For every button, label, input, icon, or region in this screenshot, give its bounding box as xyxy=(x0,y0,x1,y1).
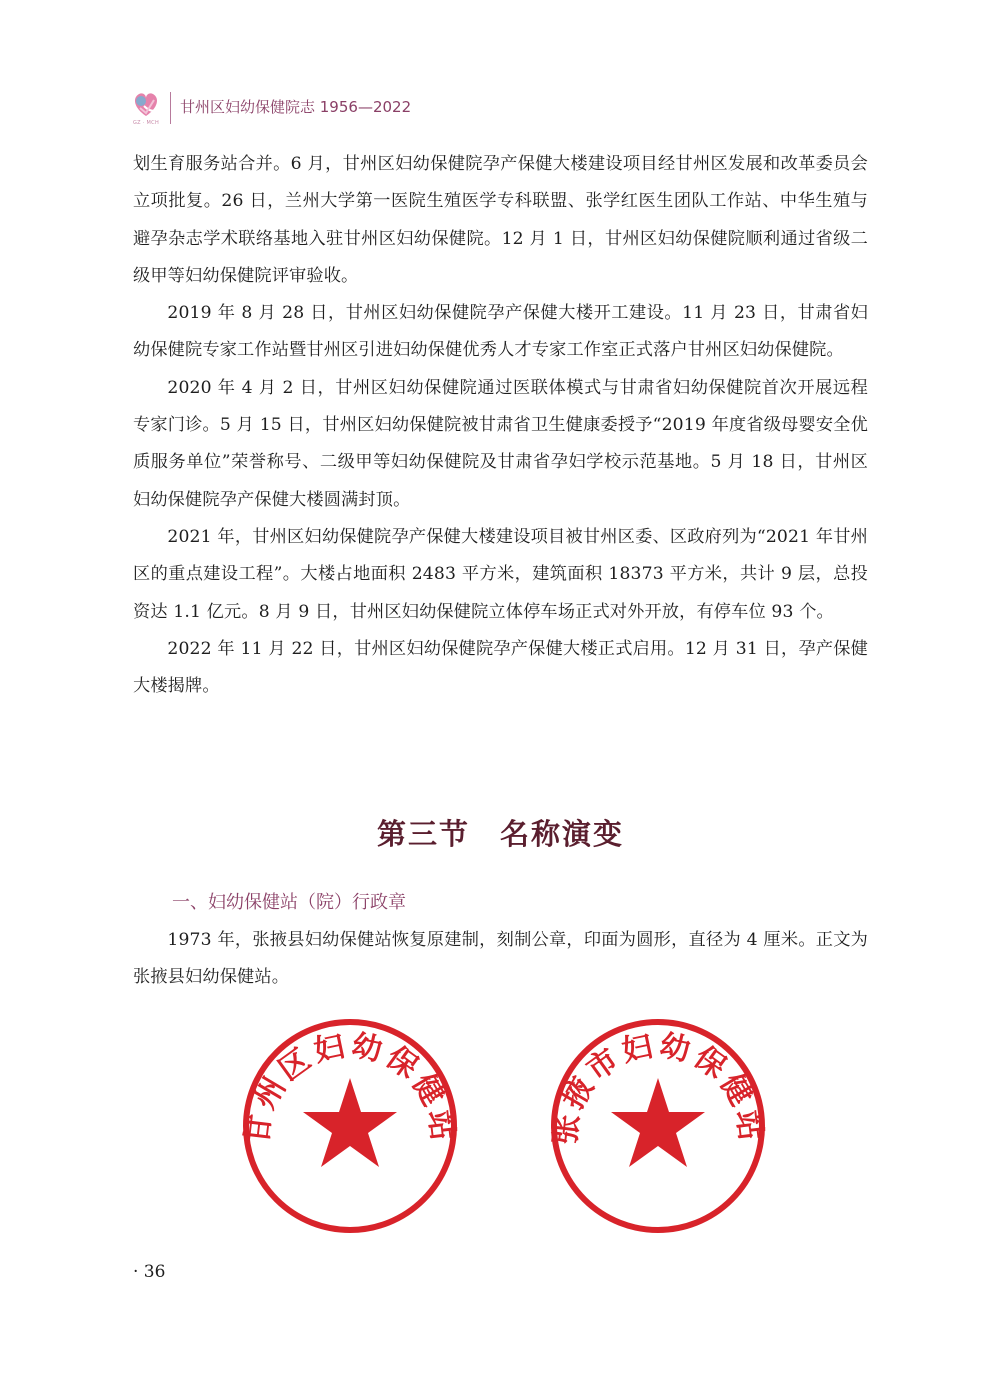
subsection-text xyxy=(133,922,868,997)
header-divider xyxy=(170,92,171,124)
seal-2-text: 张掖市妇幼保健站 xyxy=(548,1028,768,1147)
paragraph-3: 2020 年 4 月 2 日，甘州区妇幼保健院通过医联体模式与甘肃省妇幼保健院首次开展远程专家门诊。5 月 15 日，甘州区妇幼保健院被甘肃省卫生健康委授予“2019 年度省级母婴安全优质服务单位”荣誉称号、二级甲等妇幼保健院及甘肃省孕妇学校示范基地。5 月 18 日，甘州区妇幼保健院孕产保健大楼圆满封顶。 xyxy=(133,377,868,510)
seal-zhangye-image xyxy=(548,1016,768,1236)
book-title: 甘州区妇幼保健院志 1956—2022 xyxy=(180,98,412,116)
paragraph-4: 2021 年，甘州区妇幼保健院孕产保健大楼建设项目被甘州区委、区政府列为“2021 年甘州区的重点建设工程”。大楼占地面积 2483 平方米，建筑面积 18373 平方米，共计 9 层，总投资达 1.1 亿元。8 月 9 日，甘州区妇幼保健院立体停车场正式对外开放，有停车位 93 个。 xyxy=(133,526,868,622)
logo-text: GZ · MCH xyxy=(132,120,160,126)
paragraph-2: 2019 年 8 月 28 日，甘州区妇幼保健院孕产保健大楼开工建设。11 月 23 日，甘肃省妇幼保健院专家工作站暨甘州区引进妇幼保健优秀人才专家工作室正式落户甘州区妇幼保健院。 xyxy=(133,303,868,361)
section-number: 第三节 xyxy=(376,817,470,851)
paragraph-5: 2022 年 11 月 22 日，甘州区妇幼保健院孕产保健大楼正式启用。12 月 31 日，孕产保健大楼揭牌。 xyxy=(133,638,868,697)
page-header xyxy=(130,86,530,130)
paragraph-1: 划生育服务站合并。6 月，甘州区妇幼保健院孕产保健大楼建设项目经甘州区发展和改革委员会立项批复。26 日，兰州大学第一医院生殖医学专科联盟、张学红医生团队工作站、中华生殖与避孕杂志学术联络基地入驻甘州区妇幼保健院。12 月 1 日，甘州区妇幼保健院顺利通过省级二级甲等妇幼保健院评审验收。 xyxy=(133,154,868,286)
section-title xyxy=(0,812,1001,853)
main-text xyxy=(133,146,868,705)
subsection-paragraph: 1973 年，张掖县妇幼保健站恢复原建制，刻制公章，印面为圆形，直径为 4 厘米。正文为张掖县妇幼保健站。 xyxy=(133,930,868,988)
seal-1-text: 甘州区妇幼保健站 xyxy=(240,1028,460,1147)
section-name: 名称演变 xyxy=(500,817,625,851)
seal-ganzhou-image xyxy=(240,1016,460,1236)
page-number: · 36 xyxy=(133,1262,166,1282)
subsection-heading: 一、妇幼保健站（院）行政章 xyxy=(172,892,406,913)
